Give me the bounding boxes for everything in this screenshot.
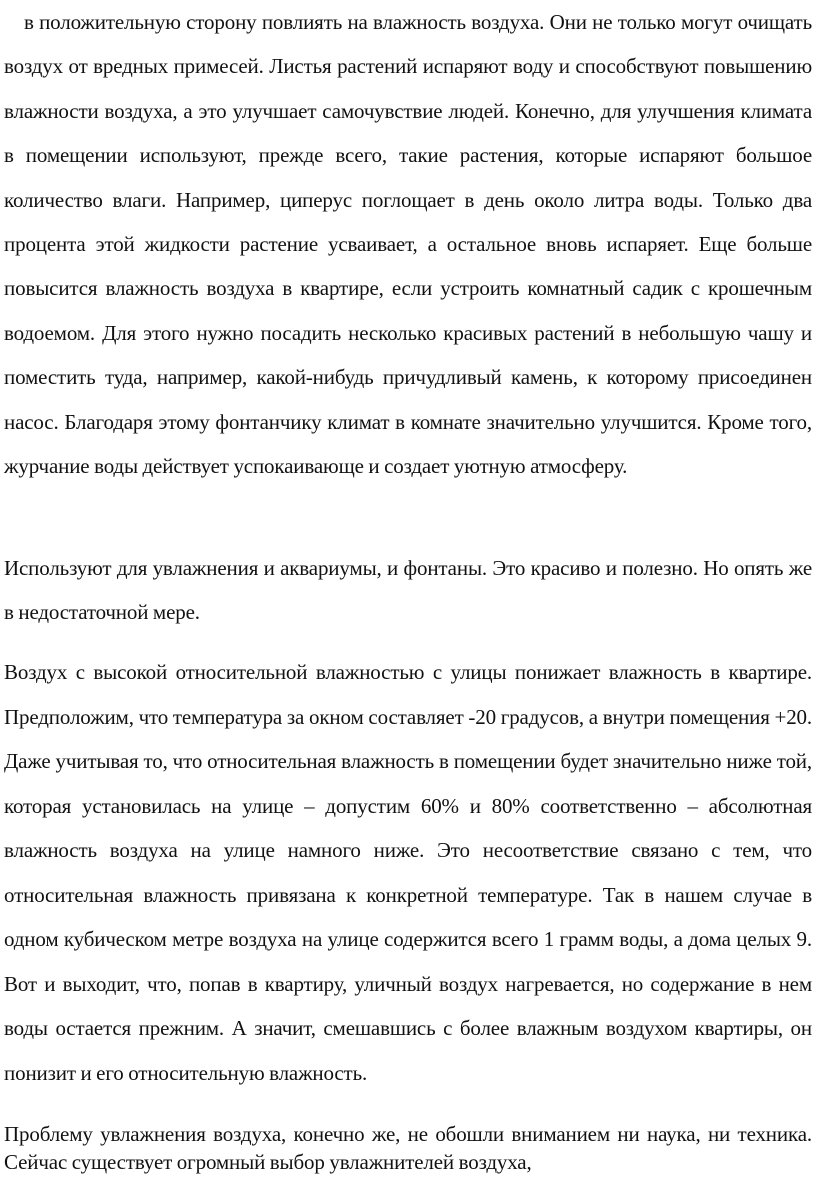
paragraph-aquariums-fountains: Используют для увлажнения и аквариумы, и фонтаны. Это красиво и полезно. Но опять же в недостаточной мере. — [4, 556, 812, 624]
paragraph-humidifiers: Проблему увлажнения воздуха, конечно же, не обошли вниманием ни наука, ни техника. Сейчас существует огромный выбор увлажнителей воздуха, — [4, 1122, 812, 1174]
paragraph-plants-humidity: в положительную сторону повлиять на влажность воздуха. Они не только могут очищать воздух от вредных примесей. Листья растений испаряют воду и способствуют повышению влажности воздуха, а это улучшает самочувствие людей. Конечно, для улучшения климата в помещении используют, прежде всего, такие растения, которые испаряют большое количество влаги. Например, циперус поглощает в день около литра воды. Только два процента этой жидкости растение усваивает, а остальное вновь испаряет. Еще больше повысится влажность воздуха в квартире, если устроить комнатный садик с крошечным водоемом. Для этого нужно посадить несколько красивых растений в небольшую чашу и поместить туда, например, какой-нибудь причудливый камень, к которому присоединен насос. Благодаря этому фонтанчику климат в комнате значительно улучшится. Кроме того, журчание воды действует успокаивающе и создает уютную атмосферу. — [4, 10, 812, 479]
paragraph-outdoor-air-humidity: Воздух с высокой относительной влажностью с улицы понижает влажность в квартире. Предположим, что температура за окном составляет -20 градусов, а внутри помещения +20. Даже учитывая то, что относительная влажность в помещении будет значительно ниже той, которая установилась на улице – допустим 60% и 80% соответственно – абсолютная влажность воздуха на улице намного ниже. Это несоответствие связано с тем, что относительная влажность привязана к конкретной температуре. Так в нашем случае в одном кубическом метре воздуха на улице содержится всего 1 грамм воды, а дома целых 9. Вот и выходит, что, попав в квартиру, уличный воздух нагревается, но содержание в нем воды остается прежним. А значит, смешавшись с более влажным воздухом квартиры, он понизит и его относительную влажность. — [4, 660, 812, 1085]
